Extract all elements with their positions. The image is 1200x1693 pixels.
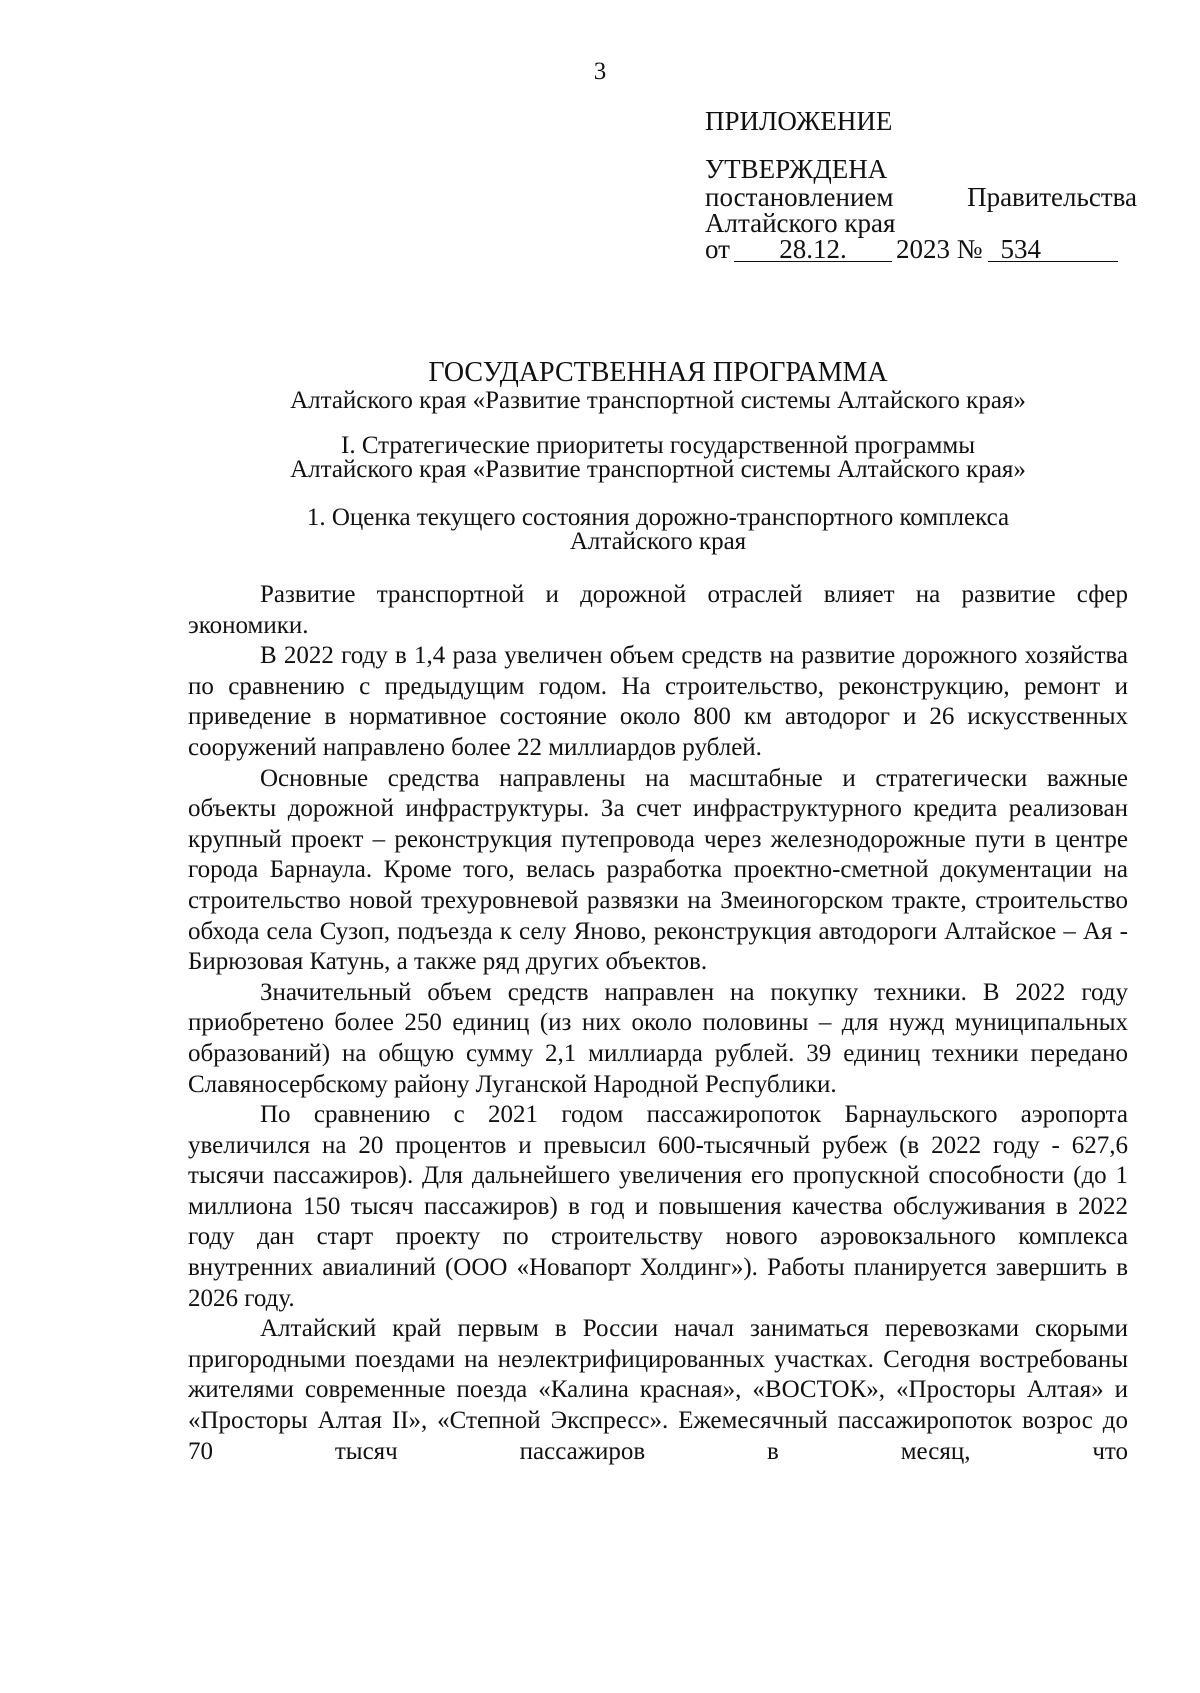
paragraph: Развитие транспортной и дорожной отраслей влияет на развитие сфер экономики. [188, 581, 1128, 639]
paragraph: Значительный объем средств направлен на покупку техники. В 2022 году приобретено более 250 единиц (из них около половины – для нужд муниципальных образований) на общую сумму 2,1 миллиарда рублей. 39 единиц техники передано Славяносербскому району Луганской Народной Республики. [188, 978, 1128, 1098]
resolution-year: 2023 № [895, 234, 983, 264]
subsection-heading-line1: 1. Оценка текущего состояния дорожно-транспортного комплекса [306, 504, 1010, 531]
paragraph: Основные средства направлены на масштабные и стратегически важные объекты дорожной инфраструктуры. За счет инфраструктурного кредита реализован крупный проект – реконструкция путепровода через железнодорожные пути в центре города Барнаула. Кроме того, велась разработка проектно-сметной документации на строительство новой трехуровневой развязки на Змеиногорском тракте, строительство обхода села Сузоп, подъезда к селу Яново, реконструкция автодороги Алтайское – Ая - Бирюзовая Катунь, а также ряд других объектов. [188, 764, 1128, 976]
section-heading [188, 434, 1128, 482]
program-title-name: Алтайского края «Развитие транспортной системы Алтайского края» [290, 387, 1026, 414]
government-text: Правительства [967, 182, 1137, 212]
from-label: от [705, 234, 730, 264]
approval-block [705, 108, 1137, 262]
paragraph: В 2022 году в 1,4 раза увеличен объем средств на развитие дорожного хозяйства по сравнению с предыдущим годом. На строительство, реконструкцию, ремонт и приведение в нормативное состояние около 800 км автодорог и 26 искусственных сооружений направлено более 22 миллиардов рублей. [188, 642, 1128, 761]
section-heading-line2: Алтайского края «Развитие транспортной системы Алтайского края» [290, 456, 1026, 483]
program-title-main: ГОСУДАРСТВЕННАЯ ПРОГРАММА [428, 357, 888, 388]
paragraph: По сравнению с 2021 годом пассажиропоток Барнаульского аэропорта увеличился на 20 процентов и превысил 600-тысячный рубеж (в 2022 году - 627,6 тысячи пассажиров). Для дальнейшего увеличения его пропускной способности (до 1 миллиона 150 тысяч пассажиров) в год и повышения качества обслуживания в 2022 году дан старт проекту по строительству нового аэровокзального комплекса внутренних авиалиний (ООО «Новапорт Холдинг»). Работы планируется завершить в 2026 году. [188, 1101, 1128, 1312]
date-line [705, 236, 1137, 262]
subsection-heading [188, 506, 1128, 554]
resolution-date: 28.12. [734, 237, 892, 262]
paragraph: Алтайский край первым в России начал заниматься перевозками скорыми пригородными поездами на неэлектрифицированных участках. Сегодня востребованы жителями современные поезда «Калина красная», «ВОСТОК», «Просторы Алтая» и «Просторы Алтая II», «Степной Экспресс». Ежемесячный пассажиропоток возрос до 70 тысяч пассажиров в месяц, что [188, 1315, 1128, 1465]
approved-label: УТВЕРЖДЕНА [705, 154, 888, 184]
body-text [188, 580, 1128, 1467]
program-title [188, 358, 1128, 414]
resolution-text: постановлением [705, 182, 894, 212]
resolution-number: 534 [988, 237, 1118, 262]
section-heading-line1: I. Стратегические приоритеты государственной программы [341, 432, 975, 459]
appendix-label: ПРИЛОЖЕНИЕ [705, 106, 893, 136]
subsection-heading-line2: Алтайского края [569, 528, 747, 555]
page-number: 3 [593, 58, 607, 85]
resolution-line [705, 184, 1137, 210]
region-line: Алтайского края [705, 208, 896, 238]
